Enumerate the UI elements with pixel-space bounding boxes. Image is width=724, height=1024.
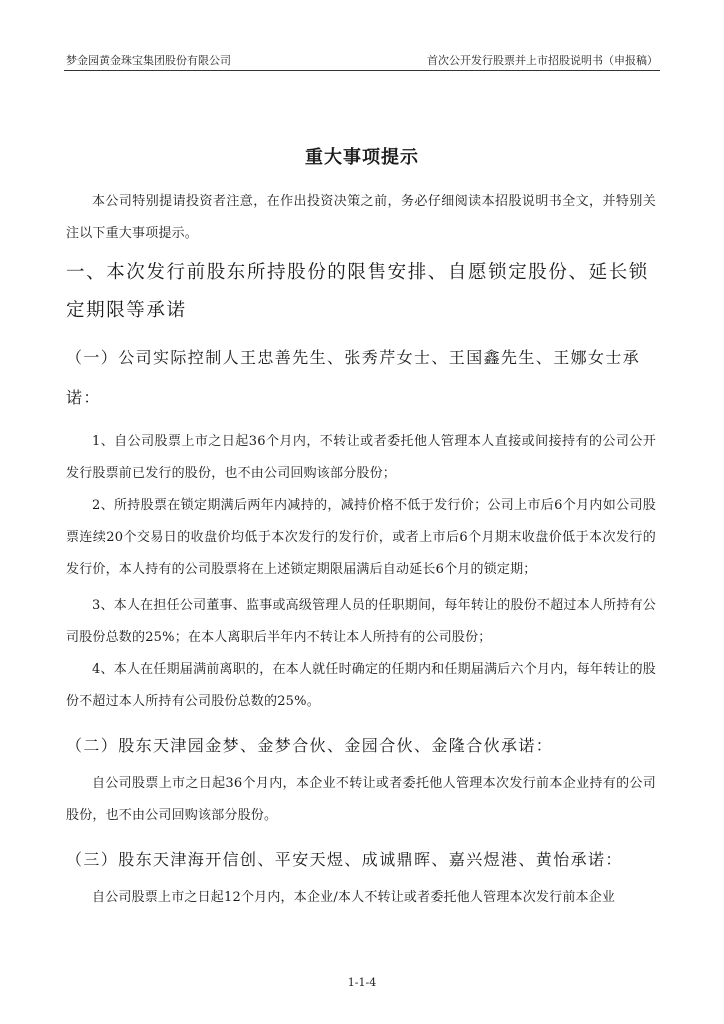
header-divider — [64, 70, 660, 71]
subsection-heading-3: （三）股东天津海开信创、平安天煜、成诚鼎晖、嘉兴煜港、黄怡承诺： — [66, 850, 623, 869]
header-document-title: 首次公开发行股票并上市招股说明书（申报稿） — [427, 54, 658, 67]
subsection-3-paragraph: 自公司股票上市之日起12个月内，本企业/本人不转让或者委托他人管理本次发行前本企业 — [92, 890, 616, 905]
subsection-heading-2: （二）股东天津园金梦、金梦合伙、金园合伙、金隆合伙承诺： — [66, 736, 554, 755]
subsection-2-paragraph: 自公司股票上市之日起36个月内，本企业不转让或者委托他人管理本次发行前本企业持有的公司股份，也不由公司回购该部分股份。 — [66, 776, 656, 823]
commitment-item-2: 2、所持股票在锁定期满后两年内减持的，减持价格不低于发行价；公司上市后6个月内如公司股票连续20个交易日的收盘价均低于本次发行的发行价，或者上市后6个月期末收盘价低于本次发行的发行价，本人持有的公司股票将在上述锁定期限届满后自动延长6个月的锁定期； — [66, 498, 656, 577]
section-heading-1: 一、本次发行前股东所持股份的限售安排、自愿锁定股份、延长锁定期限等承诺 — [66, 262, 649, 321]
header-company-name: 梦金园黄金珠宝集团股份有限公司 — [66, 54, 231, 67]
page-number: 1-1-4 — [347, 976, 377, 989]
intro-paragraph: 本公司特别提请投资者注意，在作出投资决策之前，务必仔细阅读本招股说明书全文，并特别关注以下重大事项提示。 — [66, 194, 656, 241]
page-header — [66, 52, 658, 68]
commitment-item-1: 1、自公司股票上市之日起36个月内，不转让或者委托他人管理本人直接或间接持有的公司公开发行股票前已发行的股份，也不由公司回购该部分股份； — [66, 434, 656, 481]
commitment-item-3: 3、本人在担任公司董事、监事或高级管理人员的任职期间，每年转让的股份不超过本人所持有公司股份总数的25%；在本人离职后半年内不转让本人所持有的公司股份； — [66, 598, 656, 645]
subsection-heading-1: （一）公司实际控制人王忠善先生、张秀芹女士、王国鑫先生、王娜女士承诺： — [66, 348, 641, 407]
page-title: 重大事项提示 — [305, 147, 419, 168]
commitment-item-4: 4、本人在任期届满前离职的，在本人就任时确定的任期内和任期届满后六个月内，每年转让的股份不超过本人所持有公司股份总数的25%。 — [66, 662, 656, 709]
